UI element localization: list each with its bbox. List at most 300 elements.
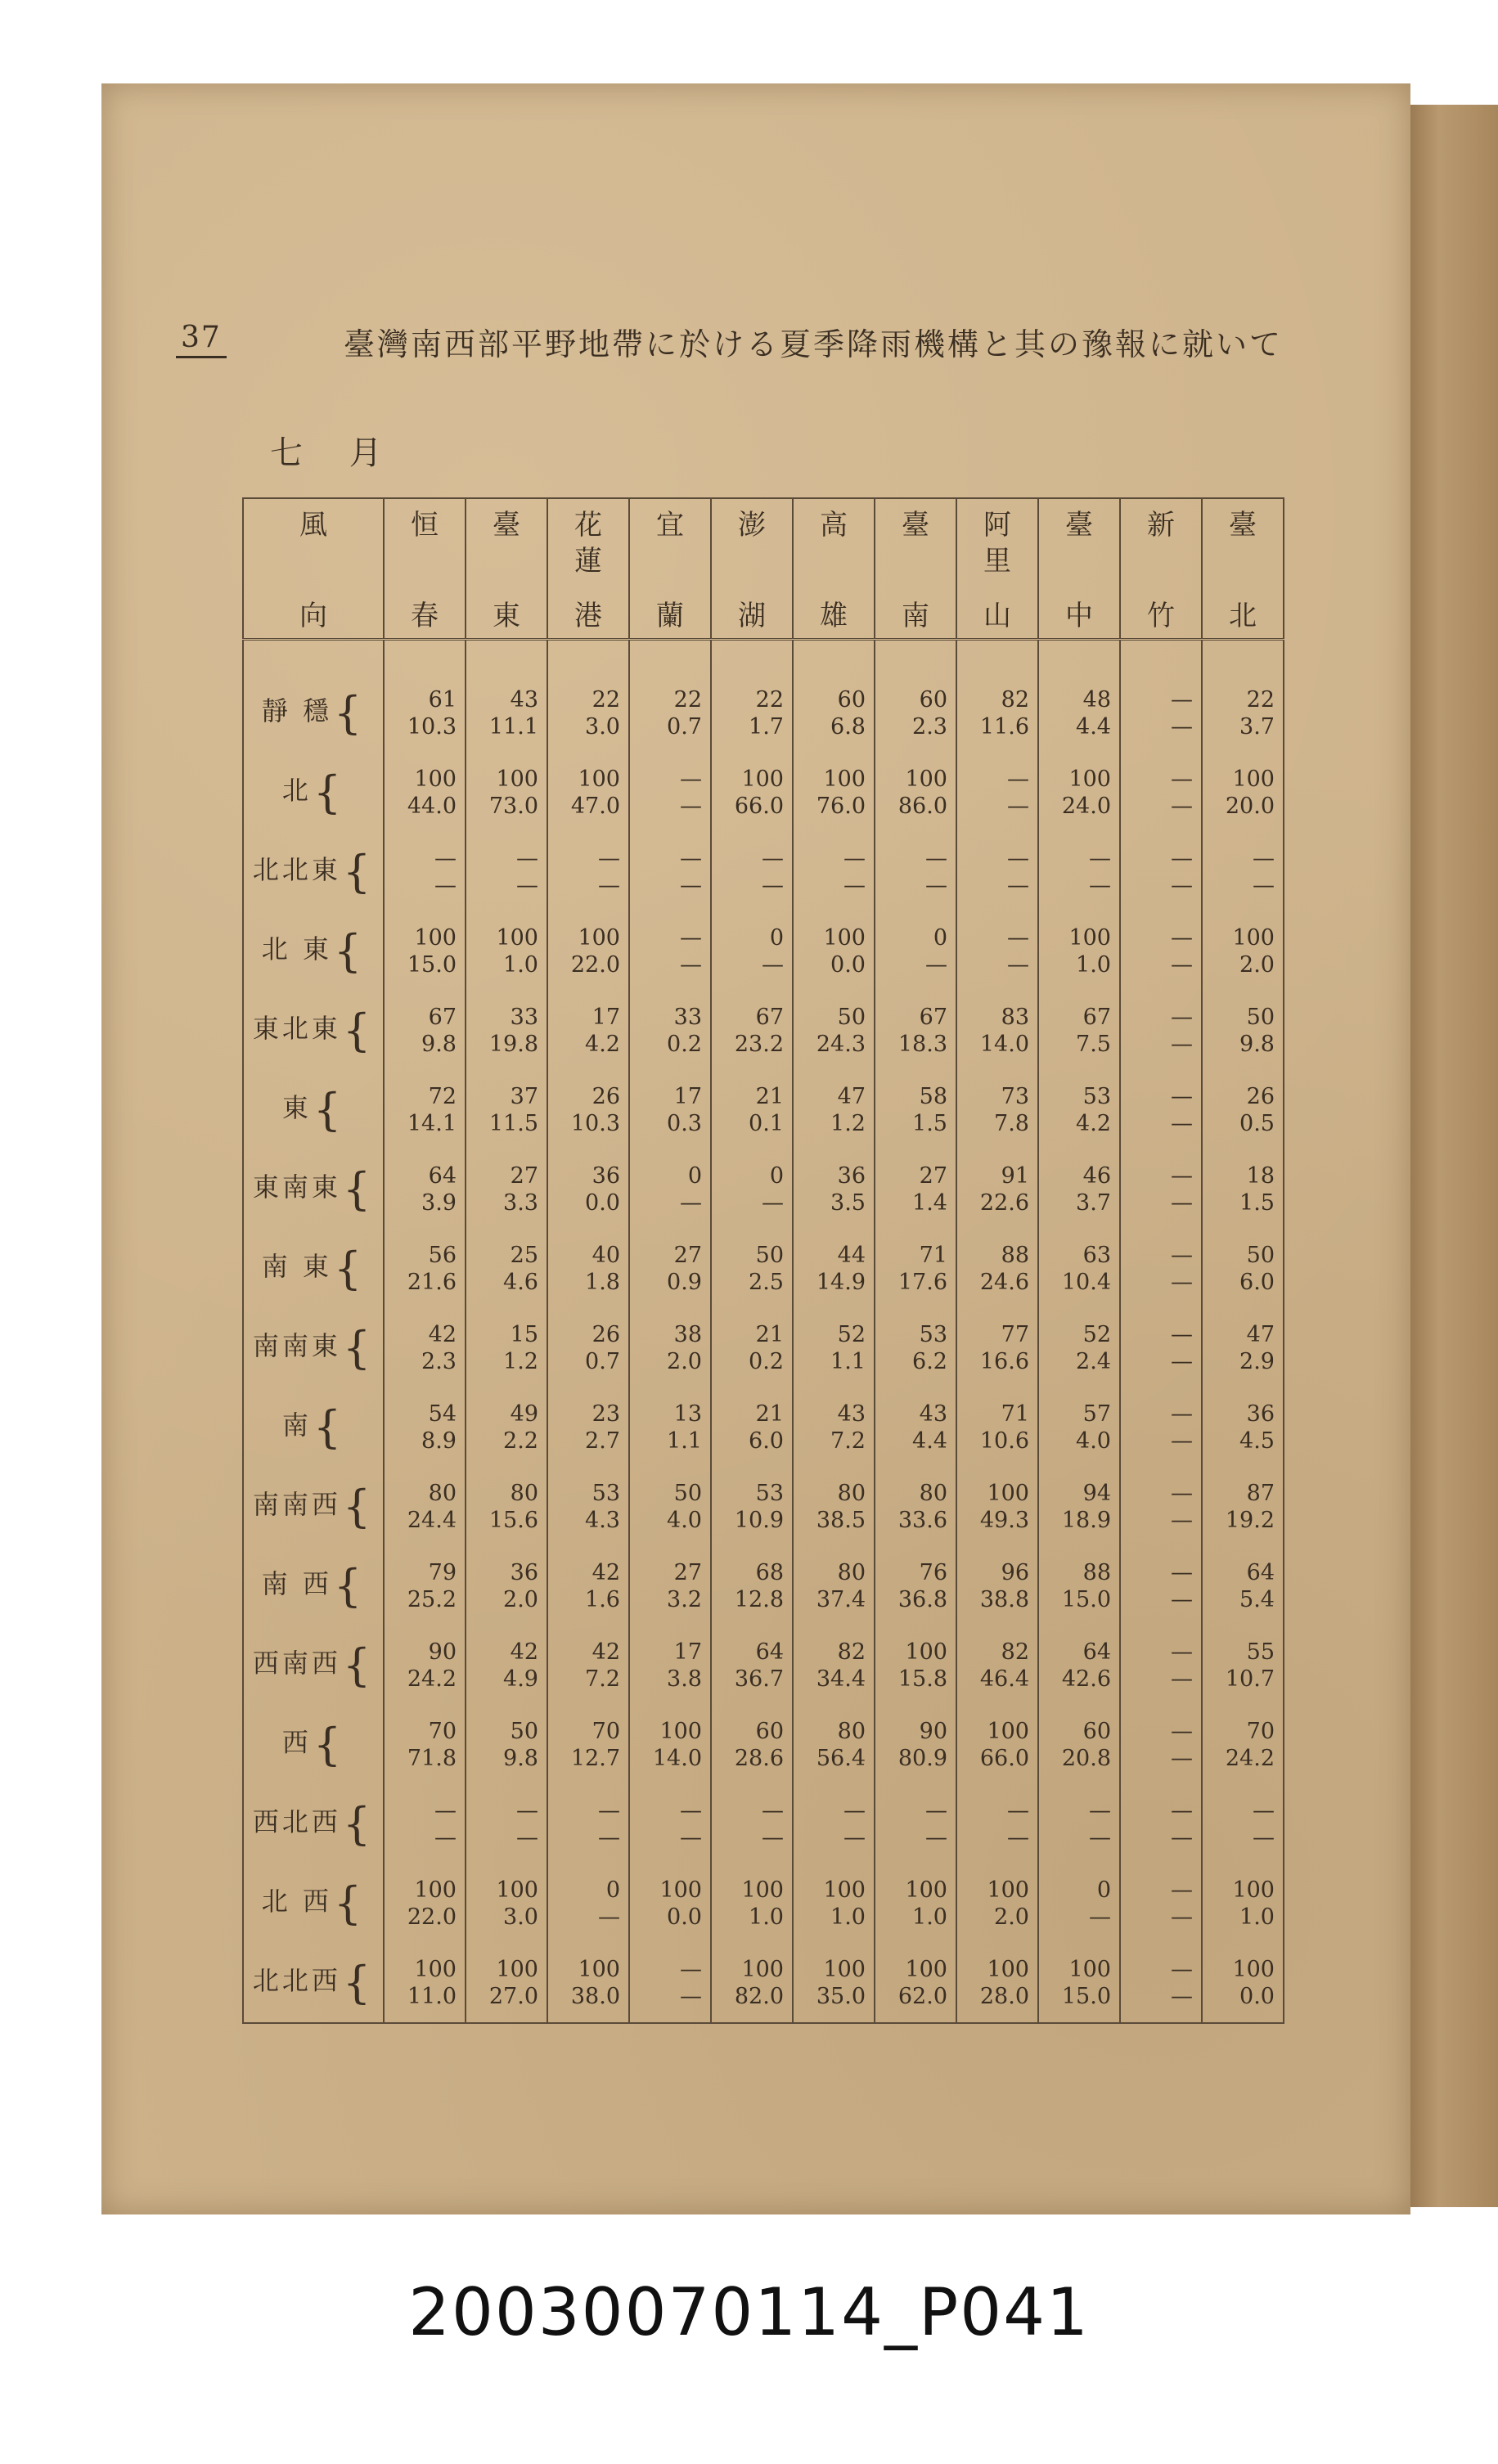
value-cell [1202,673,1284,753]
rainfall-value: — [434,1824,457,1850]
rainfall-value: — [598,1824,620,1850]
value-cell [1202,1467,1284,1546]
value-cell [875,1467,956,1546]
rainfall-value: — [434,872,457,898]
value-cell [1038,832,1120,911]
value-cell [793,753,875,832]
value-cell [629,1229,711,1308]
rainfall-value: 1.1 [830,1348,866,1374]
rainfall-value: 11.5 [488,1110,538,1136]
percentage-value: 87 [1246,1480,1275,1506]
percentage-value: 60 [919,686,947,713]
rainfall-value: — [680,951,702,978]
percentage-value: 42 [428,1321,457,1347]
value-cell [384,1784,466,1864]
percentage-value: — [680,1797,702,1823]
percentage-value: 100 [578,766,620,792]
rainfall-value: 24.4 [407,1507,457,1533]
rainfall-value: 15.6 [488,1507,538,1533]
value-cell [956,1546,1038,1625]
value-cell [629,753,711,832]
percentage-value: 27 [673,1559,702,1585]
rainfall-value: 10.9 [734,1507,784,1533]
percentage-value: 53 [919,1321,947,1347]
value-cell [711,911,793,991]
rainfall-value: 9.8 [421,1031,457,1057]
rainfall-value: 7.2 [830,1428,866,1454]
percentage-value: 0 [1096,1877,1111,1903]
percentage-value: 100 [741,1956,784,1982]
rainfall-value: 2.2 [503,1428,538,1454]
rainfall-value: 2.9 [1239,1348,1275,1374]
value-cell [956,1625,1038,1705]
rainfall-value: — [1089,1904,1111,1930]
value-cell [875,673,956,753]
rainfall-value: 4.4 [1076,713,1111,740]
rainfall-value: 73.0 [488,793,538,819]
wind-direction-label: 北北西 [252,1965,341,1996]
wind-direction-label: 南南東 [252,1330,341,1361]
table-row [243,832,1284,911]
percentage-value: 100 [414,766,457,792]
rainfall-value: 4.0 [1076,1428,1111,1454]
rainfall-value: 1.0 [912,1904,947,1930]
value-cell [793,832,875,911]
value-cell [711,1864,793,1943]
percentage-value: — [1007,766,1029,792]
percentage-value: 100 [823,1956,866,1982]
station-name-top: 宜 [656,509,684,542]
brace-glyph: { [313,767,345,818]
value-cell [547,1864,629,1943]
percentage-value: — [1171,1004,1193,1030]
rainfall-value: 24.3 [816,1031,866,1057]
percentage-value: 43 [837,1401,866,1427]
rainfall-value: 1.4 [912,1189,947,1216]
percentage-value: 63 [1082,1242,1111,1268]
brace-glyph: { [342,1639,375,1691]
value-cell [629,991,711,1070]
value-cell [466,1387,547,1467]
station-name-bottom: 南 [902,600,929,632]
station-name-top: 花 蓮 [574,509,602,578]
percentage-value: 91 [1001,1162,1029,1189]
rainfall-value: — [1007,1824,1029,1850]
rainfall-value: 2.3 [912,713,947,740]
value-cell [1038,991,1120,1070]
brace-glyph: { [333,687,366,739]
rainfall-value: — [516,872,538,898]
station-name-bottom: 雄 [820,600,848,632]
rainfall-value: 6.0 [749,1428,784,1454]
rainfall-value: 10.4 [1061,1269,1111,1295]
rainfall-value: 11.1 [488,713,538,740]
rainfall-value: — [762,951,784,978]
value-cell [547,1625,629,1705]
rainfall-value: — [925,951,947,978]
rainfall-value: 46.4 [979,1666,1029,1692]
rainfall-value: 0.0 [830,951,866,978]
rainfall-value: 2.0 [503,1586,538,1612]
percentage-value: 52 [1082,1321,1111,1347]
wind-direction-cell [243,1387,384,1467]
brace-glyph: { [313,1401,345,1453]
station-name-bottom: 蘭 [656,600,684,632]
rainfall-value: 2.7 [585,1428,620,1454]
value-cell [629,1705,711,1784]
value-cell [1038,1229,1120,1308]
percentage-value: 27 [673,1242,702,1268]
wind-direction-cell [243,991,384,1070]
wind-direction-label: 北 [281,775,312,806]
percentage-value: — [843,1797,866,1823]
percentage-value: 52 [837,1321,866,1347]
value-cell [547,1387,629,1467]
value-cell [956,1784,1038,1864]
value-cell [547,753,629,832]
station-column-header [466,498,547,640]
percentage-value: 100 [578,1956,620,1982]
value-cell [629,1070,711,1149]
rainfall-value: 1.7 [749,713,784,740]
brace-glyph: { [342,1322,375,1374]
percentage-value: 50 [510,1718,538,1744]
direction-header-top: 風 [299,509,327,542]
rainfall-value: 35.0 [816,1983,866,2009]
value-cell [1120,1864,1202,1943]
percentage-value: 100 [496,1877,538,1903]
percentage-value: 0 [769,1162,784,1189]
percentage-value: 64 [755,1639,784,1665]
percentage-value: 36 [1246,1401,1275,1427]
value-cell [547,1943,629,2023]
percentage-value: 40 [592,1242,620,1268]
rainfall-value: 10.3 [570,1110,620,1136]
rainfall-value: 3.7 [1239,713,1275,740]
rainfall-value: 44.0 [407,793,457,819]
rainfall-value: — [1171,1031,1193,1057]
percentage-value: 100 [905,1877,947,1903]
percentage-value: 82 [1001,686,1029,713]
rainfall-value: 3.0 [503,1904,538,1930]
percentage-value: 57 [1082,1401,1111,1427]
value-cell [384,1308,466,1387]
percentage-value: 17 [592,1004,620,1030]
value-cell [793,1705,875,1784]
value-cell [956,1943,1038,2023]
value-cell [629,673,711,753]
value-cell [466,1943,547,2023]
station-column-header [1038,498,1120,640]
percentage-value: 80 [428,1480,457,1506]
value-cell [956,1149,1038,1229]
value-cell [384,832,466,911]
value-cell [1120,911,1202,991]
station-name-top: 澎 [738,509,766,542]
value-cell [793,991,875,1070]
spacer-cell [243,640,384,674]
value-cell [384,1149,466,1229]
value-cell [956,1467,1038,1546]
spacer-cell [711,640,793,674]
value-cell [466,1308,547,1387]
table-row [243,1546,1284,1625]
station-name-top: 臺 [1229,509,1257,542]
value-cell [466,1625,547,1705]
value-cell [1202,911,1284,991]
spacer-cell [1038,640,1120,674]
rainfall-value: — [843,1824,866,1850]
value-cell [875,1546,956,1625]
wind-direction-cell [243,1467,384,1546]
percentage-value: 80 [837,1718,866,1744]
value-cell [466,1784,547,1864]
percentage-value: — [762,845,784,871]
percentage-value: 70 [428,1718,457,1744]
rainfall-value: 76.0 [816,793,866,819]
percentage-value: — [1171,1639,1193,1665]
wind-direction-label: 北 東 [261,933,332,964]
brace-glyph: { [342,1481,375,1532]
value-cell [875,1387,956,1467]
rainfall-value: 4.2 [585,1031,620,1057]
percentage-value: — [516,845,538,871]
rainfall-value: — [1171,1666,1193,1692]
rainfall-value: — [925,872,947,898]
percentage-value: 100 [1232,766,1275,792]
rainfall-value: 56.4 [816,1745,866,1771]
rainfall-value: 33.6 [897,1507,947,1533]
rainfall-value: 22.0 [570,951,620,978]
month-label: 七 月 [270,434,400,472]
value-cell [1038,1784,1120,1864]
percentage-value: 48 [1082,686,1111,713]
value-cell [793,1070,875,1149]
percentage-value: 33 [673,1004,702,1030]
brace-glyph: { [313,1084,345,1135]
percentage-value: 96 [1001,1559,1029,1585]
value-cell [466,673,547,753]
table-row [243,991,1284,1070]
wind-direction-label: 南 [281,1410,312,1441]
value-cell [466,753,547,832]
value-cell [547,1784,629,1864]
percentage-value: 100 [659,1877,702,1903]
value-cell [629,1784,711,1864]
table-row [243,1943,1284,2023]
value-cell [1038,1387,1120,1467]
rainfall-value: 36.8 [897,1586,947,1612]
rainfall-value: — [1171,1189,1193,1216]
percentage-value: 100 [823,924,866,951]
rainfall-value: 38.8 [979,1586,1029,1612]
percentage-value: — [1007,1797,1029,1823]
value-cell [547,832,629,911]
value-cell [1120,1625,1202,1705]
rainfall-value: 66.0 [734,793,784,819]
percentage-value: 53 [592,1480,620,1506]
rainfall-value: 24.2 [407,1666,457,1692]
value-cell [1038,911,1120,991]
station-column-header [1120,498,1202,640]
rainfall-value: — [680,1189,702,1216]
value-cell [793,1943,875,2023]
percentage-value: 58 [919,1083,947,1109]
rainfall-value: 3.5 [830,1189,866,1216]
value-cell [547,1149,629,1229]
percentage-value: 67 [755,1004,784,1030]
spacer-cell [875,640,956,674]
value-cell [466,991,547,1070]
rainfall-value: 24.6 [979,1269,1029,1295]
percentage-value: 22 [592,686,620,713]
value-cell [711,832,793,911]
value-cell [793,1308,875,1387]
brace-glyph: { [313,1719,345,1770]
spacer-cell [1202,640,1284,674]
direction-column-header [243,498,384,640]
percentage-value: 100 [1068,924,1111,951]
rainfall-value: 22.0 [407,1904,457,1930]
percentage-value: — [1089,1797,1111,1823]
value-cell [1202,1546,1284,1625]
brace-glyph: { [342,846,375,897]
rainfall-value: 4.4 [912,1428,947,1454]
rainfall-value: 1.6 [585,1586,620,1612]
rainfall-value: 15.0 [1061,1586,1111,1612]
value-cell [1038,1546,1120,1625]
station-name-bottom: 東 [493,600,520,632]
value-cell [1202,1943,1284,2023]
percentage-value: 100 [1068,1956,1111,1982]
value-cell [466,1705,547,1784]
value-cell [384,1943,466,2023]
rainfall-value: 21.6 [407,1269,457,1295]
percentage-value: 80 [510,1480,538,1506]
percentage-value: 64 [428,1162,457,1189]
percentage-value: — [843,845,866,871]
table-row [243,1467,1284,1546]
percentage-value: 94 [1082,1480,1111,1506]
station-name-bottom: 港 [574,600,602,632]
percentage-value: 67 [1082,1004,1111,1030]
percentage-value: — [1171,1797,1193,1823]
station-name-top: 高 [820,509,848,542]
rainfall-value: 1.0 [503,951,538,978]
percentage-value: 100 [987,1956,1029,1982]
value-cell [1038,1149,1120,1229]
rainfall-value: 6.0 [1239,1269,1275,1295]
rainfall-value: 3.3 [503,1189,538,1216]
station-name-top: 臺 [902,509,929,542]
rainfall-value: 10.3 [407,713,457,740]
station-column-header [875,498,956,640]
rainfall-value: — [762,1189,784,1216]
percentage-value: — [925,845,947,871]
percentage-value: 60 [1082,1718,1111,1744]
wind-direction-label: 西 [281,1727,312,1758]
rainfall-value: 0.0 [1239,1983,1275,2009]
wind-direction-cell [243,1625,384,1705]
rainfall-value: 8.9 [421,1428,457,1454]
station-name-bottom: 中 [1065,600,1093,632]
brace-glyph: { [342,1163,375,1215]
value-cell [956,1229,1038,1308]
value-cell [793,1784,875,1864]
value-cell [1038,1625,1120,1705]
station-name-top: 臺 [493,509,520,542]
percentage-value: — [516,1797,538,1823]
rainfall-value: 6.8 [830,713,866,740]
value-cell [547,991,629,1070]
wind-direction-label: 西南西 [252,1648,341,1679]
value-cell [793,1625,875,1705]
percentage-value: — [1171,1162,1193,1189]
percentage-value: 82 [1001,1639,1029,1665]
percentage-value: 50 [1246,1242,1275,1268]
rainfall-value: 9.8 [503,1745,538,1771]
station-column-header [1202,498,1284,640]
value-cell [793,1229,875,1308]
brace-glyph: { [333,1877,366,1929]
value-cell [547,1308,629,1387]
rainfall-value: 71.8 [407,1745,457,1771]
rainfall-value: 15.8 [897,1666,947,1692]
value-cell [629,1943,711,2023]
value-cell [1202,1625,1284,1705]
table-row [243,1229,1284,1308]
spacer-cell [547,640,629,674]
station-column-header [956,498,1038,640]
value-cell [956,1864,1038,1943]
percentage-value: 0 [769,924,784,951]
percentage-value: 80 [837,1480,866,1506]
value-cell [711,1546,793,1625]
percentage-value: — [680,924,702,951]
percentage-value: — [1007,845,1029,871]
percentage-value: 0 [605,1877,620,1903]
value-cell [711,1308,793,1387]
percentage-value: 64 [1246,1559,1275,1585]
percentage-value: — [1171,924,1193,951]
value-cell [1120,753,1202,832]
percentage-value: 71 [919,1242,947,1268]
rainfall-value: 2.0 [1239,951,1275,978]
value-cell [956,753,1038,832]
value-cell [793,1467,875,1546]
rainfall-value: 14.0 [979,1031,1029,1057]
rainfall-value: — [762,1824,784,1850]
table-row [243,911,1284,991]
rainfall-value: 3.2 [667,1586,702,1612]
percentage-value: 88 [1082,1559,1111,1585]
value-cell [384,1070,466,1149]
percentage-value: 55 [1246,1639,1275,1665]
percentage-value: 100 [1068,766,1111,792]
value-cell [711,1149,793,1229]
percentage-value: 15 [510,1321,538,1347]
rainfall-value: 7.5 [1076,1031,1111,1057]
rainfall-value: 0.2 [667,1031,702,1057]
percentage-value: 100 [496,924,538,951]
percentage-value: 100 [741,1877,784,1903]
percentage-value: 67 [919,1004,947,1030]
table-row [243,1387,1284,1467]
rainfall-value: — [1007,793,1029,819]
value-cell [1038,1308,1120,1387]
percentage-value: 60 [755,1718,784,1744]
value-cell [875,1149,956,1229]
